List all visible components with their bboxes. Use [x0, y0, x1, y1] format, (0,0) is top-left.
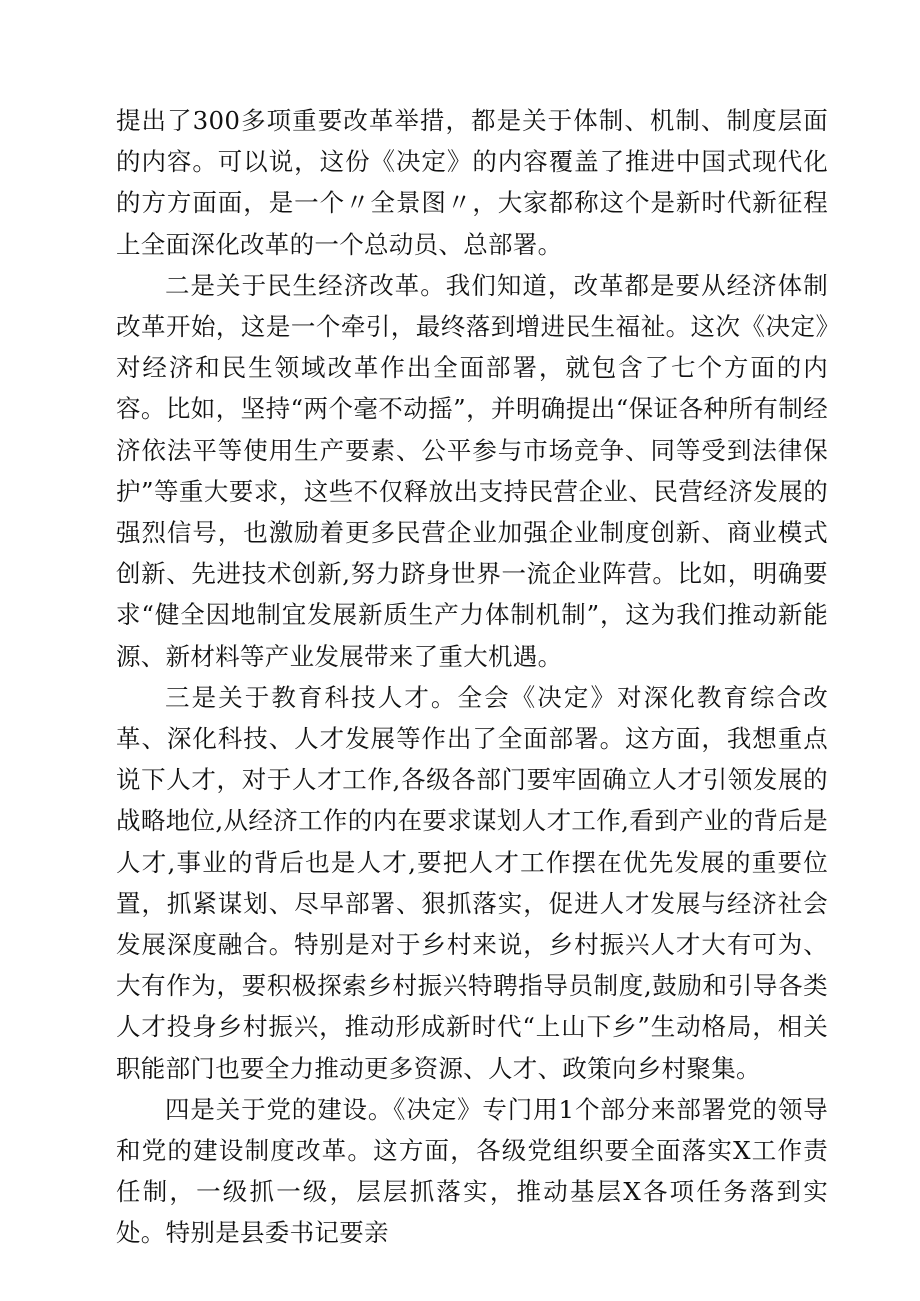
paragraph-4-party-building: 四是关于党的建设。《决定》专门用1个部分来部署党的领导和党的建设制度改革。这方面，各级党组织要全面落实X工作责任制，一级抓一级，层层抓落实，推动基层X各项任务落到实处。特别是县委书记要亲	[116, 1094, 828, 1248]
paragraph-2-livelihood-economy: 二是关于民生经济改革。我们知道，改革都是要从经济体制改革开始，这是一个牵引，最终落到增进民生福祉。这次《决定》对经济和民生领域改革作出全面部署，就包含了七个方面的内容。比如，坚持“两个毫不动摇”，并明确提出“保证各种所有制经济依法平等使用生产要素、公平参与市场竞争、同等受到法律保护”等重大要求，这些不仅释放出支持民营企业、民营经济发展的强烈信号，也激励着更多民营企业加强企业制度创新、商业模式创新、先进技术创新,努力跻身世界一流企业阵营。比如，明确要求“健全因地制宜发展新质生产力体制机制”，这为我们推动新能源、新材料等产业发展带来了重大机遇。	[116, 270, 828, 671]
document-body	[116, 100, 828, 1254]
paragraph-3-education-science-talent: 三是关于教育科技人才。全会《决定》对深化教育综合改革、深化科技、人才发展等作出了全面部署。这方面，我想重点说下人才，对于人才工作,各级各部门要牢固确立人才引领发展的战略地位,从经济工作的内在要求谋划人才工作,看到产业的背后是人才,事业的背后也是人才,要把人才工作摆在优先发展的重要位置，抓紧谋划、尽早部署、狠抓落实，促进人才发展与经济社会发展深度融合。特别是对于乡村来说，乡村振兴人才大有可为、大有作为，要积极探索乡村振兴特聘指导员制度,鼓励和引导各类人才投身乡村振兴，推动形成新时代“上山下乡”生动格局，相关职能部门也要全力推动更多资源、人才、政策向乡村聚集。	[116, 682, 828, 1083]
paragraph-1: 提出了300多项重要改革举措，都是关于体制、机制、制度层面的内容。可以说，这份《决定》的内容覆盖了推进中国式现代化的方方面面，是一个〃全景图〃，大家都称这个是新时代新征程上全面深化改革的一个总动员、总部署。	[116, 106, 828, 259]
